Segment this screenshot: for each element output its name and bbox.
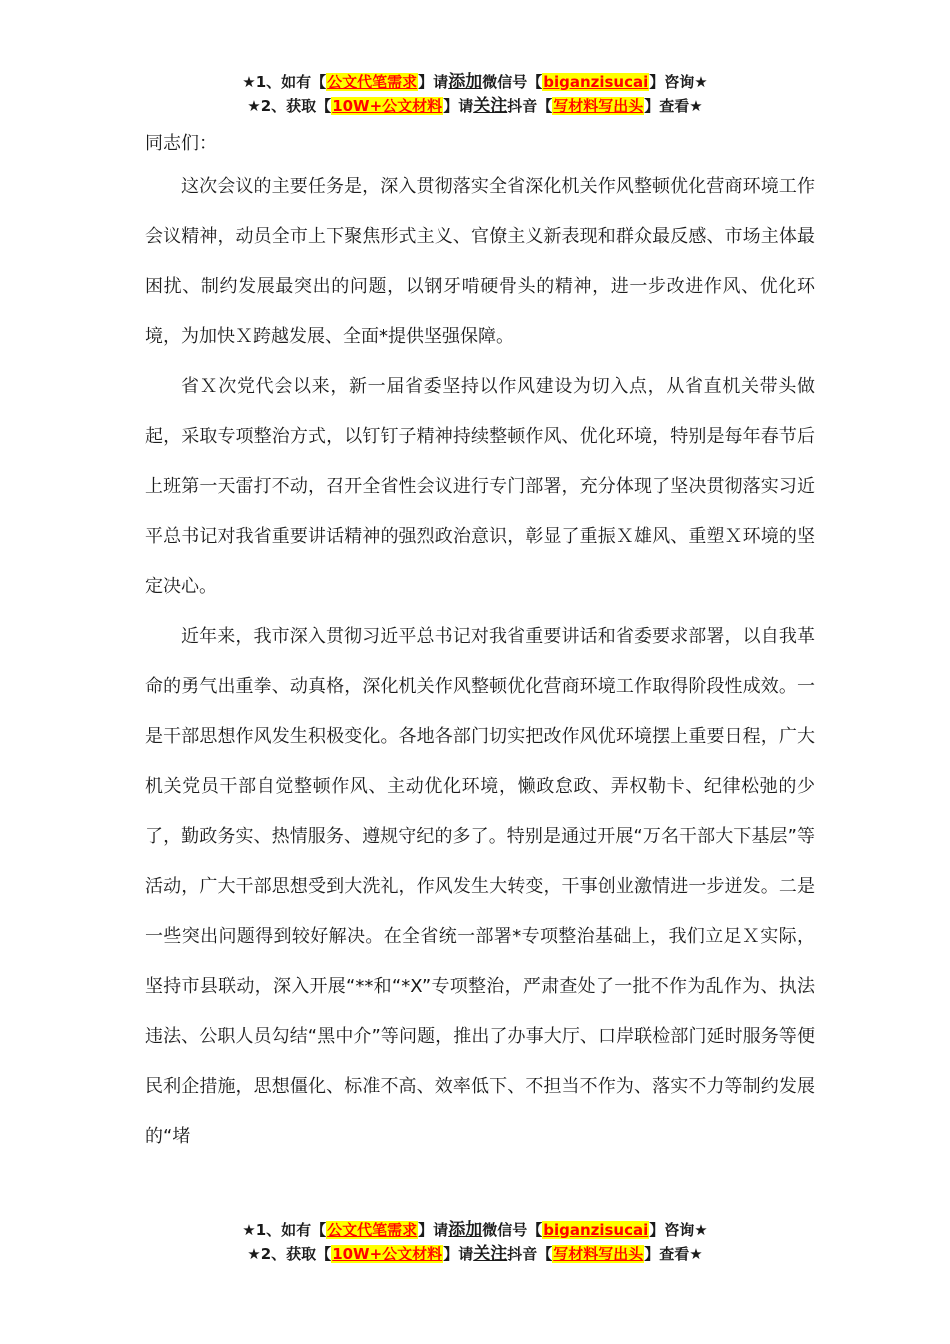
promo-text: 】请 <box>443 1245 474 1263</box>
promo-text: 微信号【 <box>482 1221 543 1239</box>
promo-emphasis: 添加 <box>448 72 483 92</box>
promo-text: 】咨询★ <box>649 1221 708 1239</box>
promo-text: 抖音【 <box>507 1245 553 1263</box>
promo-emphasis: 关注 <box>473 96 508 116</box>
promo-text: ★2、获取【 <box>247 97 332 115</box>
paragraph-3: 近年来，我市深入贯彻习近平总书记对我省重要讲话和省委要求部署，以自我革命的勇气出重拳、动真格，深化机关作风整顿优化营商环境工作取得阶段性成效。一是干部思想作风发生积极变化。各地各部门切实把改作风优环境摆上重要日程，广大机关党员干部自觉整顿作风、主动优化环境，懒政怠政、弄权勒卡、纪律松弛的少了，勤政务实、热情服务、遵规守纪的多了。特别是通过开展“万名干部大下基层”等活动，广大干部思想受到大洗礼，作风发生大转变，干事创业激情进一步迸发。二是一些突出问题得到较好解决。在全省统一部署*专项整治基础上，我们立足Ｘ实际，坚持市县联动，深入开展“**和“*X”专项整治，严肃查处了一批不作为乱作为、执法违法、公职人员勾结“黑中介”等问题，推出了办事大厅、口岸联检部门延时服务等便民利企措施，思想僵化、标准不高、效率低下、不担当不作为、落实不力等制约发展的“堵 <box>145 626 815 1147</box>
promo-douyin-id: 写材料写出头 <box>553 1245 644 1263</box>
promo-emphasis: 添加 <box>448 1220 483 1240</box>
promo-text: 】查看★ <box>644 1245 703 1263</box>
promo-highlight: 10W+公文材料 <box>332 1245 443 1263</box>
promo-emphasis: 关注 <box>473 1244 508 1264</box>
promo-text: 】咨询★ <box>649 73 708 91</box>
promo-text: 微信号【 <box>482 73 543 91</box>
promo-wechat-id: biganzisucai <box>543 73 649 91</box>
promo-text: ★2、获取【 <box>247 1245 332 1263</box>
promo-text: ★1、如有【 <box>242 1221 327 1239</box>
promo-text: 】请 <box>443 97 474 115</box>
salutation: 同志们： <box>145 133 217 154</box>
promo-highlight: 公文代笔需求 <box>327 73 418 91</box>
promo-highlight: 公文代笔需求 <box>327 1221 418 1239</box>
promo-wechat-id: biganzisucai <box>543 1221 649 1239</box>
promo-text: 】请 <box>418 1221 449 1239</box>
promo-douyin-id: 写材料写出头 <box>553 97 644 115</box>
promo-text: 抖音【 <box>507 97 553 115</box>
promo-text: 】请 <box>418 73 449 91</box>
document-body <box>145 128 815 1162</box>
paragraph-2: 省Ｘ次党代会以来，新一届省委坚持以作风建设为切入点，从省直机关带头做起，采取专项整治方式，以钉钉子精神持续整顿作风、优化环境，特别是每年春节后上班第一天雷打不动，召开全省性会议进行专门部署，充分体现了坚决贯彻落实习近平总书记对我省重要讲话精神的强烈政治意识，彰显了重振Ｘ雄风、重塑Ｘ环境的坚定决心。 <box>145 376 815 597</box>
paragraph-1: 这次会议的主要任务是，深入贯彻落实全省深化机关作风整顿优化营商环境工作会议精神，动员全市上下聚焦形式主义、官僚主义新表现和群众最反感、市场主体最困扰、制约发展最突出的问题，以钢牙啃硬骨头的精神，进一步改进作风、优化环境，为加快Ｘ跨越发展、全面*提供坚强保障。 <box>145 176 815 347</box>
promo-highlight: 10W+公文材料 <box>332 97 443 115</box>
promo-line-2 <box>0 94 950 118</box>
promo-line-2 <box>0 1242 950 1266</box>
promo-line-1 <box>0 1218 950 1242</box>
promo-text: 】查看★ <box>644 97 703 115</box>
header-promo-banner <box>0 70 950 118</box>
promo-line-1 <box>0 70 950 94</box>
promo-text: ★1、如有【 <box>242 73 327 91</box>
footer-promo-banner <box>0 1218 950 1266</box>
